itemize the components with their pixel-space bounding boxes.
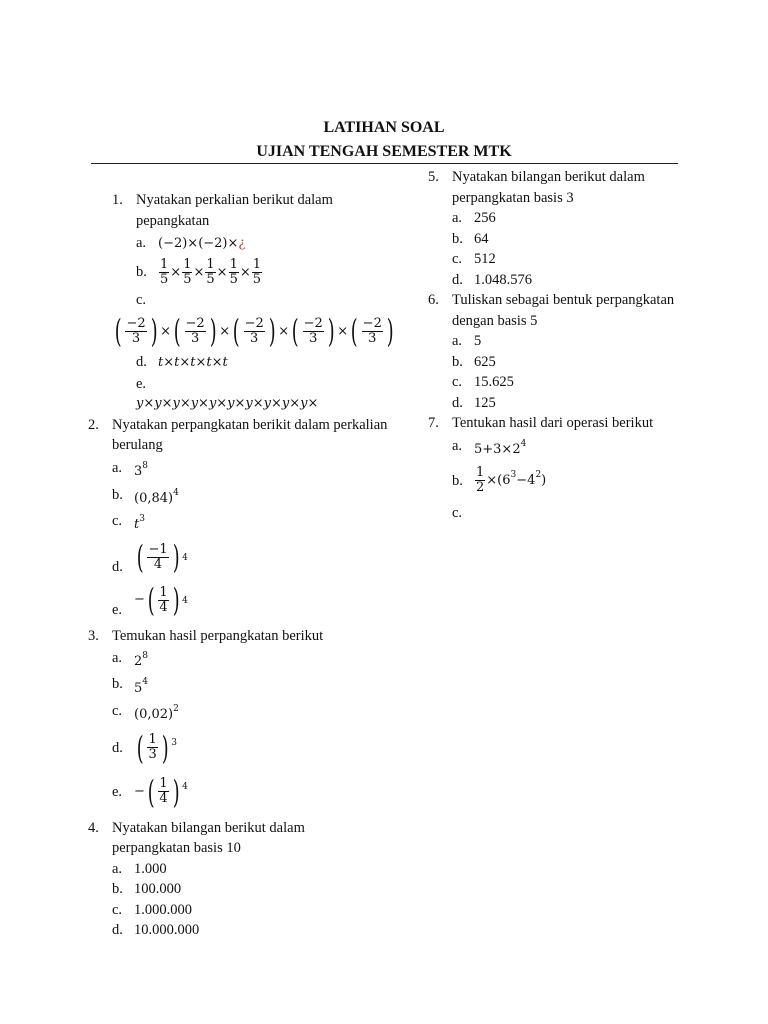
option-3d [112,726,377,770]
question-4-options [112,859,377,941]
question-text: Temukan hasil perpangkatan berikut [112,628,324,645]
left-column [88,190,394,941]
option-2e [112,578,377,622]
question-number: 5. [428,169,439,185]
option-label: c. [452,374,463,390]
option-2d [112,536,377,578]
question-3-options [112,647,377,814]
option-label: b. [112,676,123,693]
question-4 [88,818,377,859]
question-1-options [112,233,394,415]
question-text: Nyatakan bilangan berikut dalam perpangkatan basis 3 [452,169,645,206]
option-6d [452,393,688,414]
option-6c-value: 15.625 [474,374,514,390]
question-text: Tentukan hasil dari operasi berikut [452,415,654,431]
option-label: d. [452,271,463,288]
question-3 [88,626,377,647]
option-1d-expression: t×t×t×t×t [158,355,228,370]
option-3a [112,647,377,673]
option-1e [136,374,377,395]
page-subtitle: UJIAN TENGAH SEMESTER MTK [256,143,512,160]
question-2 [88,415,401,456]
option-label: d. [136,354,147,370]
question-number: 6. [428,292,439,308]
option-4a [112,859,377,880]
option-4a-value: 1.000 [134,860,167,877]
option-7b-expression: $\frac{1}{2}$ $\times(6^3-4^2)$ [476,465,547,496]
option-6b-value: 625 [474,353,496,370]
option-5c [452,249,688,270]
option-1d [136,352,377,374]
option-2d-expression: ( $\frac{-1}{4}$ ) 4 [136,538,188,577]
option-label: d. [452,394,463,411]
option-5b-value: 64 [474,230,489,247]
option-6d-value: 125 [474,394,496,411]
option-label: c. [136,291,147,308]
option-3b [112,673,377,699]
option-3c-expression: $(0,02)^2$ [134,703,179,722]
option-3c [112,700,377,726]
option-label: c. [452,504,463,521]
option-label: b. [452,472,463,489]
option-5c-value: 512 [474,251,496,267]
question-text: Nyatakan bilangan berikut dalam perpangkatan basis 10 [112,819,305,857]
option-5a-value: 256 [474,210,496,226]
option-1a-expression: (−2)×(−2)×¿ [158,236,246,251]
option-label: b. [452,353,463,370]
option-1b-expression: $\frac{1}{5}$ × $\frac{1}{5}$ × $\frac{1}{5}$ × $\frac{1}{5}$ × $\frac{1}{5}$ [160,256,262,287]
option-label: c. [112,702,123,719]
option-2b [112,484,377,510]
option-7a [452,434,688,462]
question-5-options [428,208,688,290]
question-6 [428,290,688,331]
option-label: a. [452,333,463,349]
option-label: b. [452,230,463,247]
question-text: Nyatakan perpangkatan berikit dalam perkalian berulang [112,416,388,453]
option-1c [136,290,377,311]
question-text: Nyatakan perkalian berikut dalam pepangkatan [136,192,333,229]
page-title: LATIHAN SOAL [323,119,445,136]
title-divider [91,163,678,164]
option-5a [452,208,688,229]
option-5d-value: 1.048.576 [474,271,532,288]
option-6b [452,352,688,373]
option-label: d. [112,559,123,576]
option-label: d. [112,922,123,939]
option-3e-expression: − ( $\frac{1}{4}$ ) 4 [134,772,188,811]
question-text: Tuliskan sebagai bentuk perpangkatan dengan basis 5 [452,292,675,329]
option-3e [112,770,377,814]
option-label: b. [112,486,123,503]
option-label: e. [136,375,147,392]
question-number: 1. [112,192,123,208]
option-5b [452,229,688,250]
option-label: a. [112,459,123,476]
option-2a-expression: $3^8$ [134,460,149,479]
option-3a-expression: $2^8$ [134,650,149,670]
right-column [428,167,688,521]
option-label: b. [112,881,123,898]
option-1c-expression: ( $\frac{-2}{3}$ ) × ( $\frac{-2}{3}$ ) × ( $\frac{-2}{3}$ ) × ( $\frac{-2}{3}$ ) × ( $\frac{-2}{3}$ ) [114,312,394,350]
option-label: a. [452,210,463,226]
option-4b-value: 100.000 [134,881,182,898]
option-1a [136,233,377,255]
option-label: e. [112,602,123,619]
option-6a [452,331,688,352]
option-label: a. [112,860,123,877]
option-label: a. [452,437,463,454]
option-7b [452,462,688,500]
question-number: 7. [428,415,439,431]
option-label: c. [452,251,463,267]
option-label: b. [136,263,147,280]
question-7 [428,413,688,434]
question-2-options [112,456,377,623]
option-1b [136,255,377,290]
option-2e-expression: − ( $\frac{1}{4}$ ) 4 [134,581,188,620]
option-label: a. [136,235,147,251]
option-label: a. [112,649,123,666]
question-number: 2. [88,416,99,433]
option-5d [452,270,688,291]
question-7-options [428,434,688,521]
option-4c-value: 1.000.000 [134,901,192,918]
option-label: c. [112,513,123,530]
option-4c [112,900,377,921]
option-6a-value: 5 [474,333,482,349]
question-6-options [428,331,688,413]
option-2c [112,510,377,536]
option-6c [452,372,688,393]
option-2b-expression: $(0,84)^4$ [134,487,179,507]
option-4d [112,920,377,941]
question-1 [112,190,377,231]
question-5 [428,167,688,208]
option-7a-expression: $5+3\times 2^4$ [474,438,527,457]
option-1e-expression: y×y×y×y×y×y×y×y×y×y× [136,396,319,411]
option-3d-expression: ( $\frac{1}{3}$ ) 3 [136,728,177,767]
option-3b-expression: $5^4$ [134,677,149,696]
option-label: e. [112,783,123,800]
option-4b [112,879,377,900]
option-4d-value: 10.000.000 [134,922,200,939]
option-label: c. [112,901,123,918]
option-2a [112,456,377,484]
question-number: 4. [88,819,99,836]
option-label: d. [112,739,123,756]
option-2c-expression: $t^3$ [134,514,145,533]
question-number: 3. [88,628,99,645]
